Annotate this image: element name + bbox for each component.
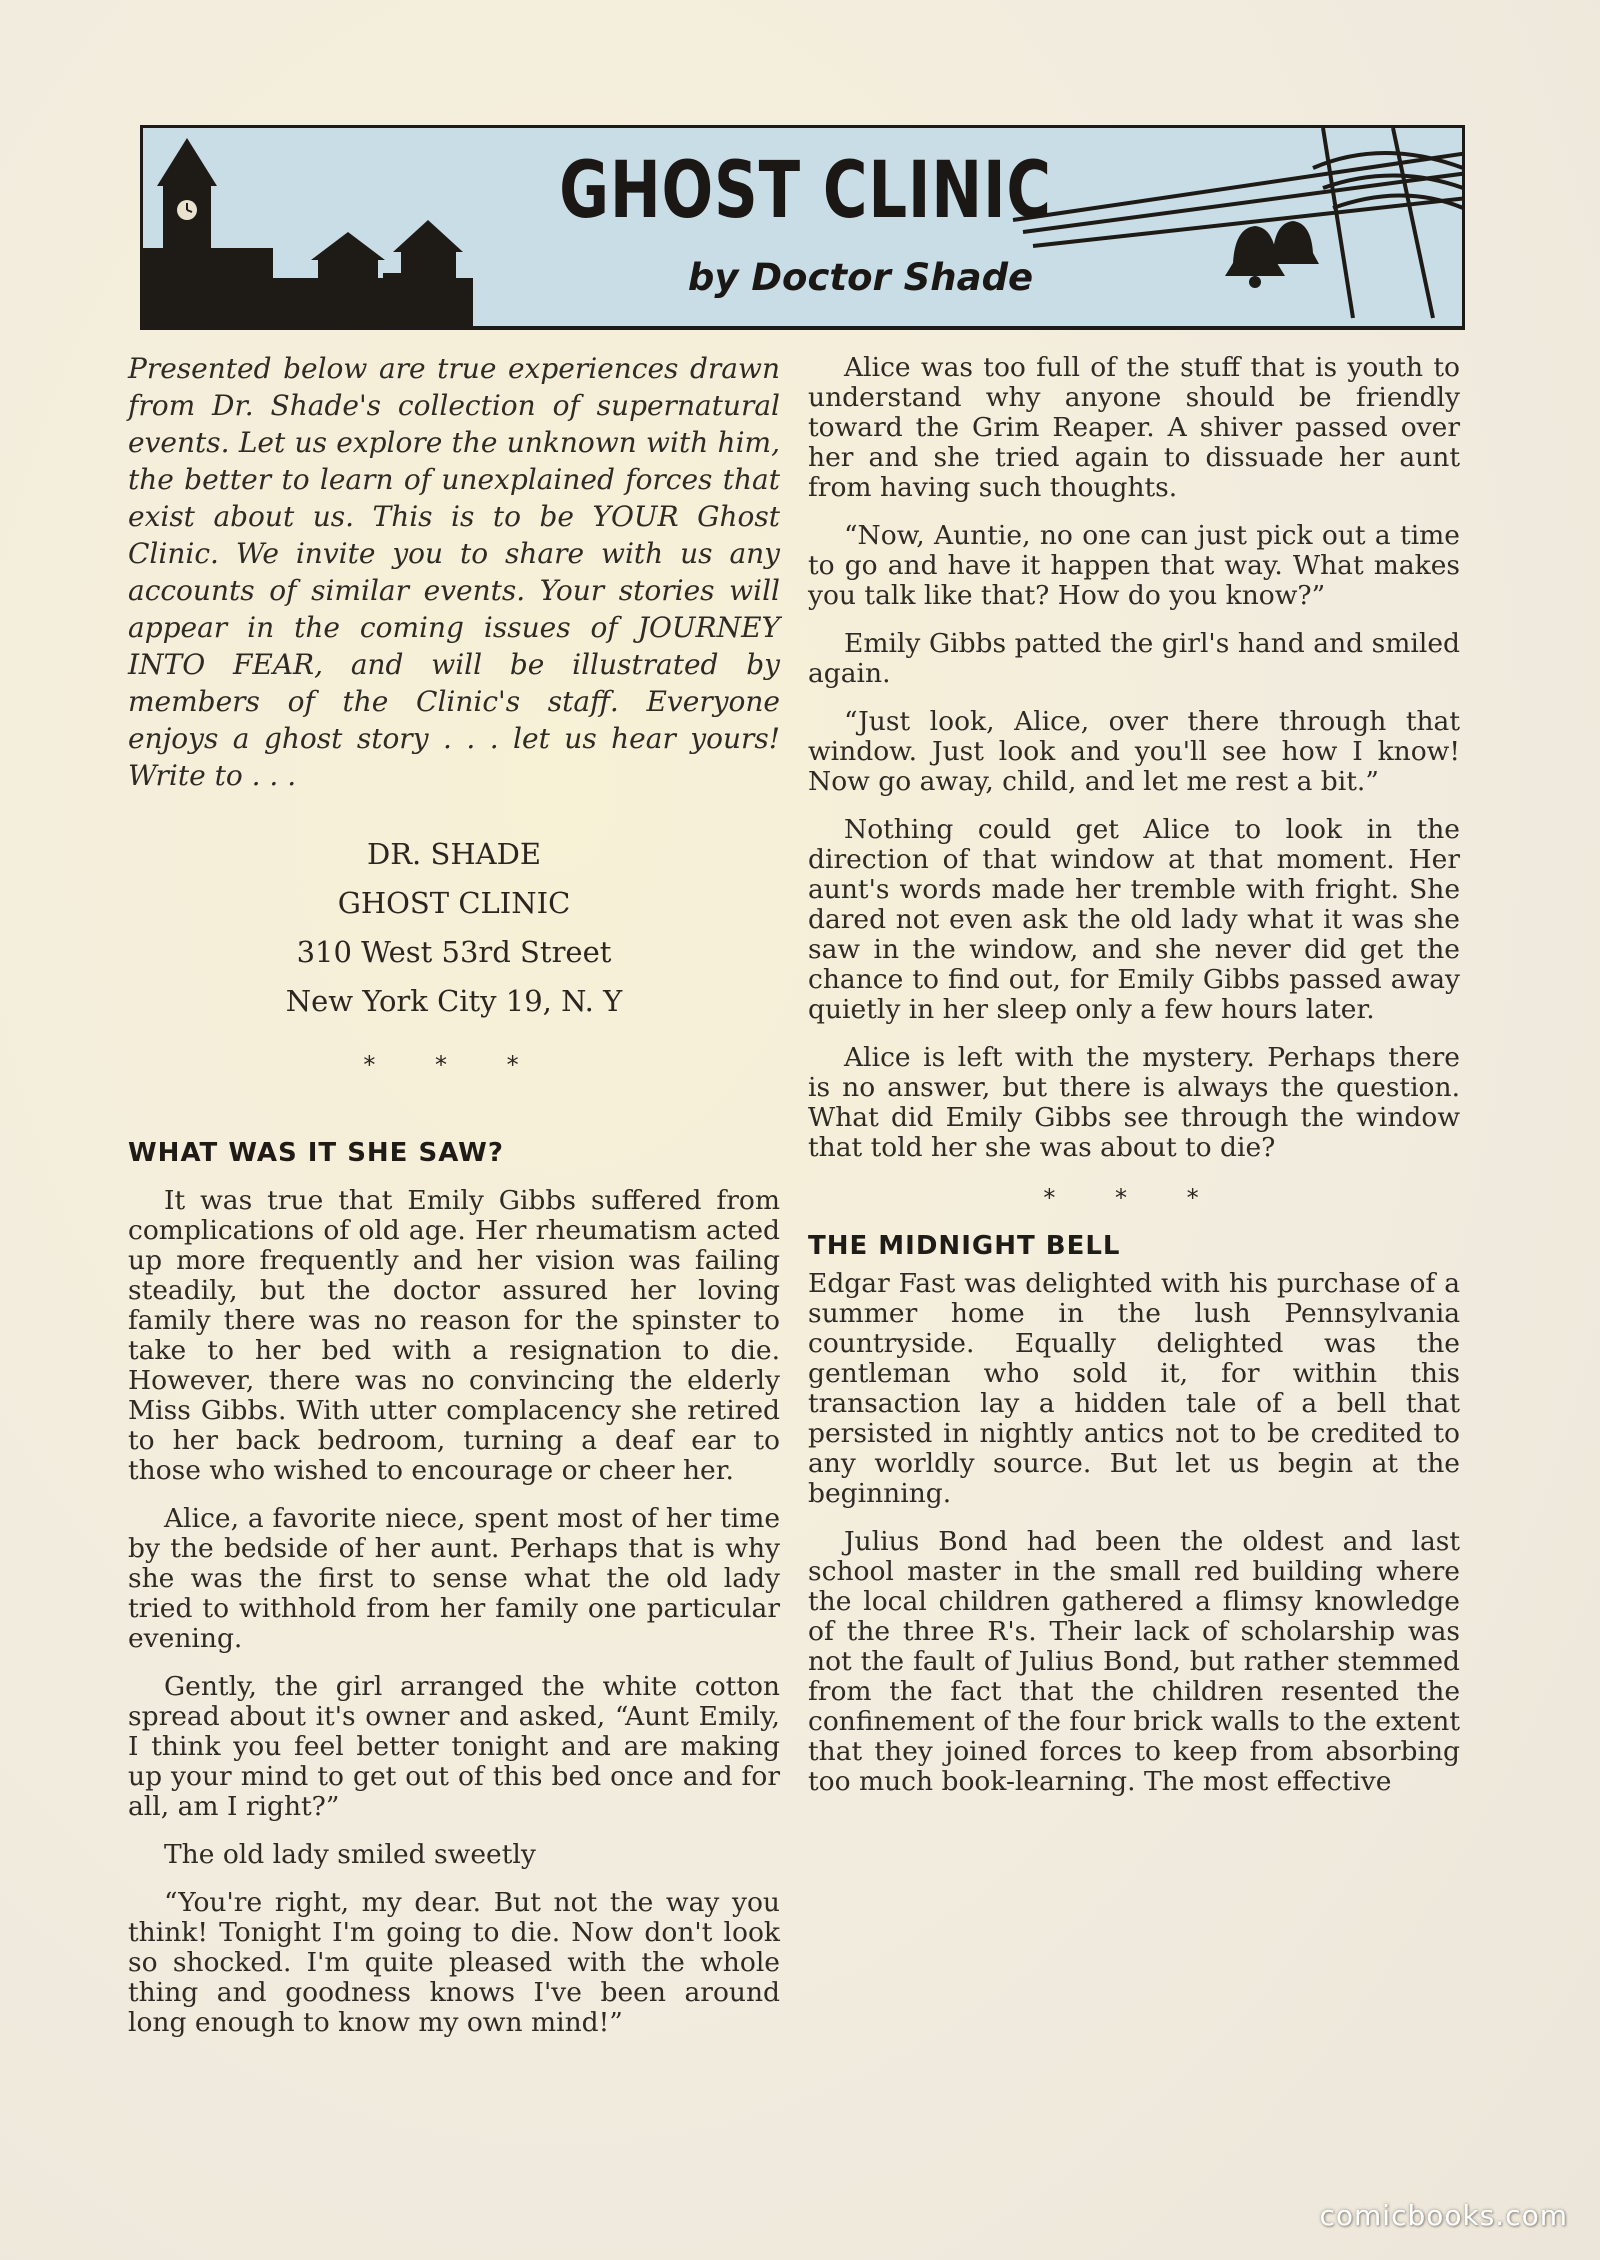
section-separator: * * * xyxy=(1043,1184,1225,1212)
left-column xyxy=(128,350,780,2056)
story1-paragraph: Gently, the girl arranged the white cotton spread about it's owner and asked, “Aunt Emily, I think you feel better tonight and are making up your mind to get out of this bed once and for all, am I right?” xyxy=(128,1671,780,1822)
story1-paragraph: Alice was too full of the stuff that is youth to understand why anyone should be friendly toward the Grim Reaper. A shiver passed over her and she tried again to dissuade her aunt from having such thoughts. xyxy=(808,352,1460,503)
right-column xyxy=(808,353,1460,1815)
story1-paragraph: Emily Gibbs patted the girl's hand and smiled again. xyxy=(808,628,1460,689)
story1-paragraph: It was true that Emily Gibbs suffered from complications of old age. Her rheumatism acted up more frequently and her vision was failing steadily, but the doctor assured her loving family there was no reason for the spinster to take to her bed with a resignation to die. However, there was no convincing the elderly Miss Gibbs. With utter complacency she retired to her back bedroom, turning a deaf ear to those who wished to encourage or cheer her. xyxy=(128,1185,780,1486)
author-byline: by Doctor Shade xyxy=(687,256,1034,299)
address-line-3: 310 West 53rd Street xyxy=(296,935,612,969)
header-banner xyxy=(140,125,1465,330)
story-title-1: WHAT WAS IT SHE SAW? xyxy=(128,1138,504,1168)
story1-paragraph: Alice is left with the mystery. Perhaps there is no answer, but there is always the question. What did Emily Gibbs see through the window that told her she was about to die? xyxy=(808,1042,1460,1163)
address-line-4: New York City 19, N. Y xyxy=(285,984,623,1018)
address-line-1: DR. SHADE xyxy=(366,837,542,871)
story1-paragraph: Alice, a favorite niece, spent most of her time by the bedside of her aunt. Perhaps that is why she was the first to sense what the old lady tried to withhold from her family one particular evening. xyxy=(128,1503,780,1654)
page-title: GHOST CLINIC xyxy=(559,146,1052,236)
story1-paragraph: Nothing could get Alice to look in the direction of that window at that moment. Her aunt's words made her tremble with fright. She dared not even ask the old lady what it was she saw in the window, and she never did get the chance to find out, for Emily Gibbs passed away quietly in her sleep only a few hours later. xyxy=(808,814,1460,1025)
story1-paragraph: “Just look, Alice, over there through that window. Just look and you'll see how I know! Now go away, child, and let me rest a bit.” xyxy=(808,706,1460,797)
story2-paragraph: Julius Bond had been the oldest and last school master in the small red building where the local children gathered a flimsy knowledge of the three R's. Their lack of scholarship was not the fault of Julius Bond, but rather stemmed from the fact that the children resented the confinement of the four brick walls to the extent that they joined forces to keep from absorbing too much book-learning. The most effective xyxy=(808,1526,1460,1797)
story1-paragraph: “Now, Auntie, no one can just pick out a time to go and have it happen that way. What makes you talk like that? How do you know?” xyxy=(808,520,1460,611)
story1-paragraph: “You're right, my dear. But not the way you think! Tonight I'm going to die. Now don't look so shocked. I'm quite pleased with the whole thing and goodness knows I've been around long enough to know my own mind!” xyxy=(128,1887,780,2038)
section-separator: * * * xyxy=(363,1051,545,1079)
watermark: comicbooks.com xyxy=(1319,2199,1568,2232)
story2-paragraph: Edgar Fast was delighted with his purchase of a summer home in the lush Pennsylvania countryside. Equally delighted was the gentleman who sold it, for within this transaction lay a hidden tale of a bell that persisted in nightly antics not to be credited to any worldly source. But let us begin at the beginning. xyxy=(808,1268,1460,1509)
story-title-2: THE MIDNIGHT BELL xyxy=(808,1231,1121,1261)
address-line-2: GHOST CLINIC xyxy=(337,886,571,920)
intro-text: Presented below are true experiences drawn from Dr. Shade's collection of supernatural events. Let us explore the unknown with him, the better to learn of unexplained forces that exist about us. This is to be YOUR Ghost Clinic. We invite you to share with us any accounts of similar events. Your stories will appear in the coming issues of JOURNEY INTO FEAR, and will be illustrated by members of the Clinic's staff. Everyone enjoys a ghost story . . . let us hear yours! Write to . . . xyxy=(128,352,780,792)
story1-paragraph: The old lady smiled sweetly xyxy=(164,1839,536,1870)
mailing-address xyxy=(128,830,780,1026)
